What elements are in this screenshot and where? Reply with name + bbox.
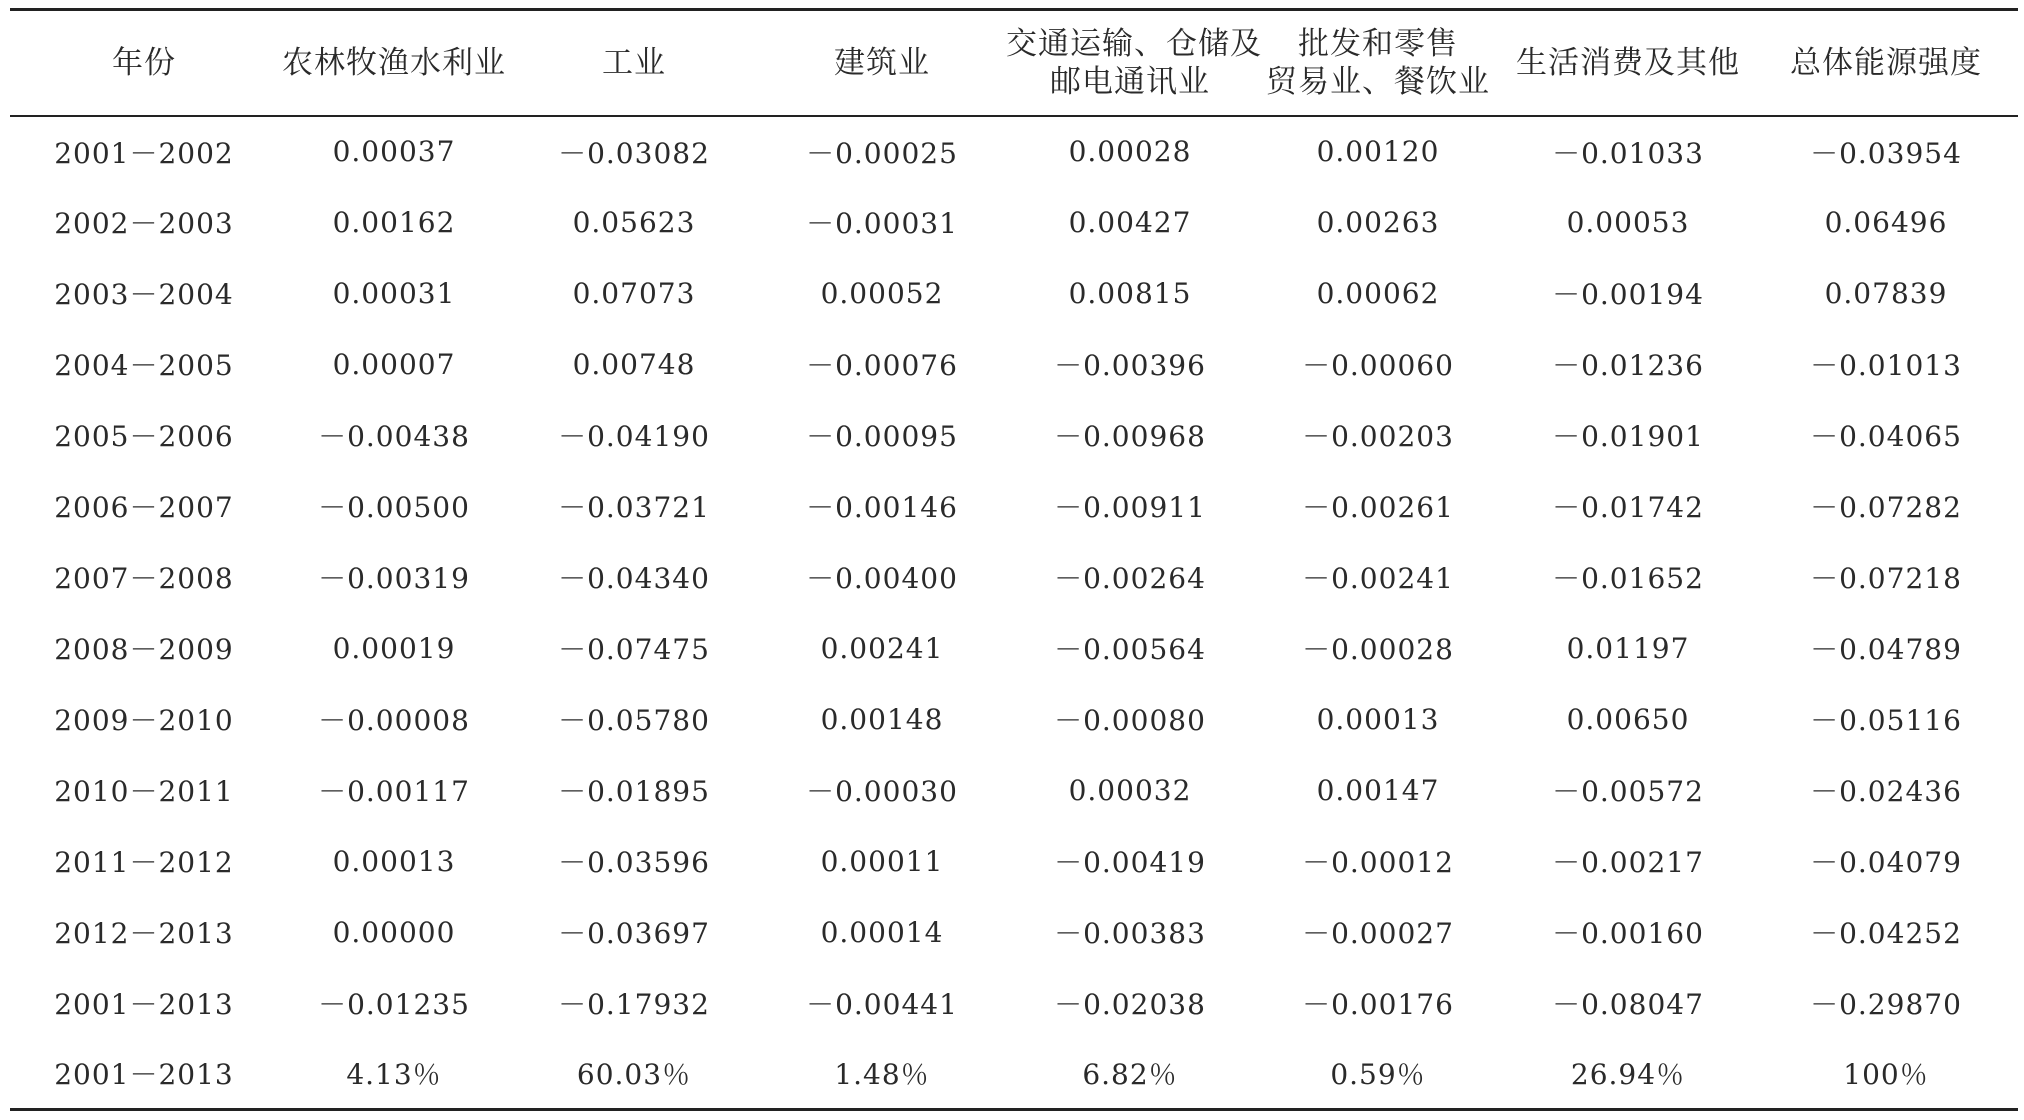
value-cell: －0.03954 [1810,136,1962,170]
year-cell: 2001－2013 [10,1039,278,1110]
value-cell: －0.01033 [1552,136,1704,170]
value-cell: 0.05623 [572,205,696,239]
value-cell: 1.48％ [758,1039,1006,1110]
value-cell: －0.03697 [558,917,710,950]
year-cell: 2006－2007 [54,491,234,524]
value-cell: －0.00261 [1302,491,1454,524]
year-cell: 2009－2010 [54,704,234,737]
year-cell: 2002－2003 [54,207,234,240]
value-cell: －0.02038 [1054,988,1206,1021]
value-cell: －0.00419 [1054,846,1206,879]
table-row [10,1039,2018,1110]
value-cell: －0.00968 [1054,420,1206,453]
year-cell: 2010－2011 [54,775,234,808]
value-cell: 0.06496 [1824,205,1948,239]
column-header [1754,10,2018,116]
year-cell: 2007－2008 [54,562,234,595]
value-cell: －0.04190 [558,420,710,453]
table-row [10,400,2018,471]
value-cell: －0.05780 [558,704,710,737]
value-cell: 0.00162 [332,205,456,239]
value-cell: －0.00080 [1054,704,1206,737]
value-cell: －0.00027 [1302,917,1454,950]
value-cell: －0.01013 [1810,349,1962,382]
value-cell: 0.00013 [332,844,456,878]
value-cell: －0.01235 [318,988,470,1021]
column-header-line: 农林牧渔水利业 [282,44,506,81]
value-cell: －0.00025 [806,136,958,170]
value-cell: 0.59％ [1254,1039,1502,1110]
column-header-line: 交通运输、仓储及 [1006,25,1262,62]
year-cell: 2012－2013 [54,917,234,950]
table-row [10,187,2018,258]
column-header [758,10,1006,116]
table-body [10,116,2018,1110]
value-cell: －0.00160 [1552,917,1704,950]
value-cell: －0.01236 [1552,349,1704,382]
value-cell: 0.00053 [1566,205,1690,239]
value-cell: －0.00383 [1054,917,1206,950]
value-cell: 6.82％ [1006,1039,1254,1110]
year-cell: 2008－2009 [54,633,234,666]
table-row [10,542,2018,613]
column-header-line: 贸易业、餐饮业 [1266,63,1490,100]
value-cell: －0.01895 [558,775,710,808]
value-cell: －0.03596 [558,846,710,879]
year-cell: 2011－2012 [54,846,234,879]
energy-intensity-decomposition-table [10,8,2018,1111]
column-header [1254,10,1502,116]
value-cell: －0.00217 [1552,846,1704,879]
value-cell: －0.00176 [1302,988,1454,1021]
value-cell: 0.00000 [332,915,456,949]
column-header-line: 总体能源强度 [1790,44,1982,81]
value-cell: 0.00062 [1316,276,1440,310]
value-cell: －0.00319 [318,562,470,595]
value-cell: 0.00748 [572,347,696,381]
column-header-line: 工业 [602,44,666,81]
value-cell: －0.00028 [1302,633,1454,666]
value-cell: 0.00148 [820,702,944,736]
value-cell: 0.00013 [1316,702,1440,736]
value-cell: －0.00500 [318,491,470,524]
value-cell: －0.00146 [806,491,958,524]
value-cell: －0.00008 [318,704,470,737]
column-header [1006,10,1262,116]
value-cell: －0.04340 [558,562,710,595]
value-cell: 0.00427 [1068,205,1192,239]
value-cell: －0.01742 [1552,491,1704,524]
value-cell: －0.04789 [1810,633,1962,666]
value-cell: －0.00012 [1302,846,1454,879]
value-cell: 0.00052 [820,276,944,310]
value-cell: －0.04079 [1810,846,1962,879]
table-header [10,10,2018,116]
table-row [10,258,2018,329]
year-cell: 2001－2013 [54,988,234,1021]
table-row [10,968,2018,1039]
value-cell: －0.00438 [318,420,470,453]
year-cell: 2004－2005 [54,349,234,382]
value-cell: －0.04065 [1810,420,1962,453]
header-row [10,10,2018,116]
value-cell: －0.07282 [1810,491,1962,524]
value-cell: －0.07475 [558,633,710,666]
value-cell: －0.05116 [1810,704,1962,737]
table-row [10,684,2018,755]
value-cell: －0.00911 [1054,491,1206,524]
value-cell: 26.94％ [1502,1039,1754,1110]
value-cell: 0.00263 [1316,205,1440,239]
year-cell: 2003－2004 [54,278,234,311]
value-cell: 60.03％ [510,1039,758,1110]
table-row [10,471,2018,542]
column-header-line: 邮电通讯业 [1050,63,1210,100]
value-cell: －0.00203 [1302,420,1454,453]
value-cell: －0.00030 [806,775,958,808]
value-cell: －0.00060 [1302,349,1454,382]
column-header-line: 年份 [112,44,176,81]
table-row [10,613,2018,684]
value-cell: －0.00564 [1054,633,1206,666]
value-cell: －0.08047 [1552,988,1704,1021]
column-header [510,10,758,116]
value-cell: 0.00650 [1566,702,1690,736]
value-cell: 4.13％ [278,1039,510,1110]
value-cell: 0.00007 [332,347,456,381]
value-cell: 0.00037 [332,135,456,168]
value-cell: －0.00400 [806,562,958,595]
value-cell: －0.00117 [318,775,470,808]
table-row [10,826,2018,897]
table-row [10,755,2018,826]
value-cell: －0.00095 [806,420,958,453]
year-cell: 2001－2002 [54,136,234,170]
column-header-line: 批发和零售 [1298,25,1458,62]
value-cell: －0.00396 [1054,349,1206,382]
value-cell: －0.17932 [558,988,710,1021]
value-cell: －0.03721 [558,491,710,524]
value-cell: －0.03082 [558,136,710,170]
value-cell: －0.01901 [1552,420,1704,453]
column-header-line: 生活消费及其他 [1516,44,1740,81]
value-cell: 0.07073 [572,276,696,310]
value-cell: －0.29870 [1810,988,1962,1021]
column-header [10,10,278,116]
column-header-line: 建筑业 [834,44,930,81]
column-header [1502,10,1754,116]
value-cell: 0.00241 [820,631,944,665]
table-row [10,897,2018,968]
value-cell: －0.00076 [806,349,958,382]
value-cell: －0.00241 [1302,562,1454,595]
value-cell: －0.02436 [1810,775,1962,808]
value-cell: 0.00028 [1068,135,1192,168]
column-header [278,10,510,116]
value-cell: 0.00019 [332,631,456,665]
value-cell: 0.07839 [1824,276,1948,310]
table-container [10,8,2018,1111]
value-cell: 0.00014 [820,915,944,949]
value-cell: －0.00441 [806,988,958,1021]
value-cell: 0.01197 [1566,631,1690,665]
year-cell: 2005－2006 [54,420,234,453]
value-cell: 0.00815 [1068,276,1192,310]
value-cell: 0.00147 [1316,773,1440,807]
table-row [10,329,2018,400]
value-cell: 0.00011 [820,844,944,878]
value-cell: －0.07218 [1810,562,1962,595]
value-cell: －0.00194 [1552,278,1704,311]
value-cell: 100％ [1754,1039,2018,1110]
value-cell: －0.00031 [806,207,958,240]
value-cell: －0.01652 [1552,562,1704,595]
value-cell: 0.00120 [1316,135,1440,168]
value-cell: －0.00572 [1552,775,1704,808]
value-cell: 0.00032 [1068,773,1192,807]
value-cell: －0.00264 [1054,562,1206,595]
value-cell: －0.04252 [1810,917,1962,950]
table-row [10,116,2018,187]
value-cell: 0.00031 [332,276,456,310]
